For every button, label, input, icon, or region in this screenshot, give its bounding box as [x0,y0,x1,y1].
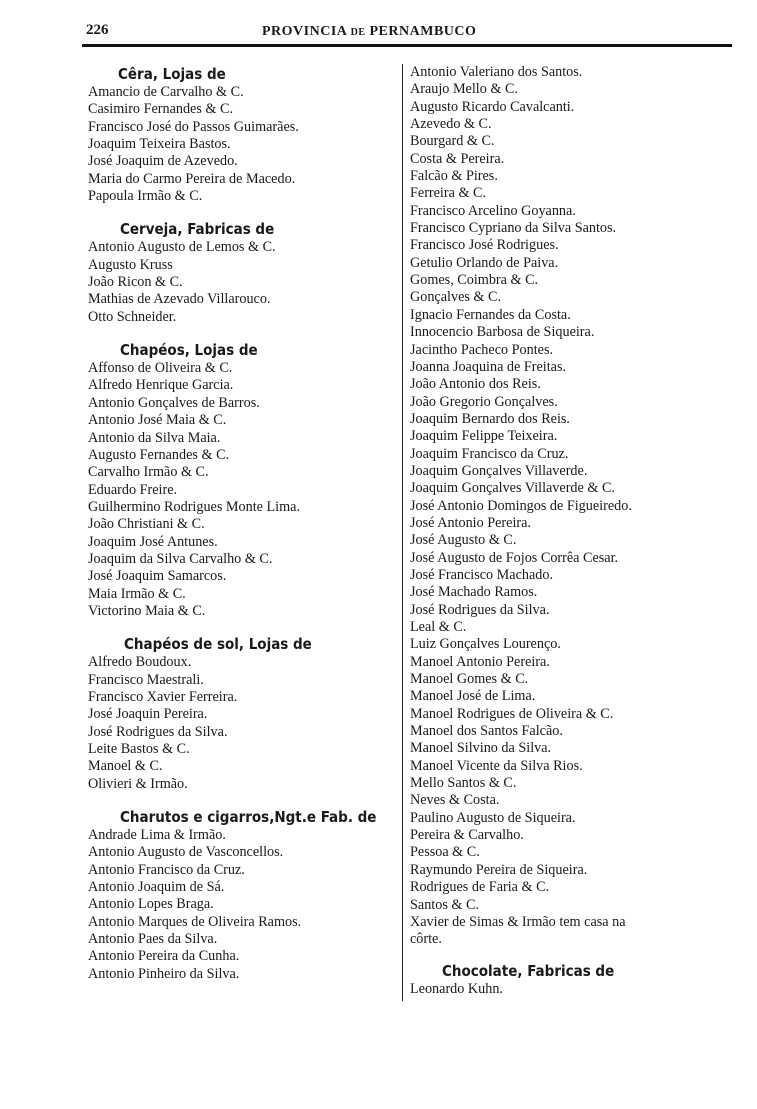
page-number: 226 [86,22,109,38]
directory-entry: Affonso de Oliveira & C. [88,360,233,377]
directory-entry: Xavier de Simas & Irmão tem casa na [410,913,626,930]
directory-entry: Antonio Francisco da Cruz. [88,861,245,878]
directory-entry: Francisco Cypriano da Silva Santos. [410,220,617,237]
directory-entry: Manoel Silvino da Silva. [410,740,552,757]
directory-entry: Francisco Arcelino Goyanna. [410,202,576,219]
directory-entry: Manoel Rodrigues de Oliveira & C. [410,705,614,722]
directory-entry: côrte. [410,931,442,948]
directory-entry: José Antonio Pereira. [410,514,531,531]
directory-entry: Alfredo Boudoux. [88,654,192,671]
section-heading: Chapéos, Lojas de [120,341,258,360]
directory-entry: José Augusto & C. [410,532,517,549]
directory-entry: Francisco José Rodrigues. [410,237,559,254]
directory-entry: José Antonio Domingos de Figueiredo. [410,497,632,514]
directory-entry: Maria do Carmo Pereira de Macedo. [88,170,296,187]
directory-entry: Araujo Mello & C. [410,81,518,98]
directory-entry: Manoel Antonio Pereira. [410,653,550,670]
directory-entry: Leal & C. [410,619,467,635]
section-heading: Charutos e cigarros,Ngt.e Fab. de [120,808,377,827]
directory-entry: Antonio Joaquim de Sá. [88,879,225,896]
directory-entry: Luiz Gonçalves Lourenço. [410,636,561,653]
directory-entry: João Christiani & C. [88,516,205,533]
directory-entry: Antonio Paes da Silva. [88,931,218,948]
running-title: PROVINCIA de PERNAMBUCO [262,24,477,39]
directory-entry: Gomes, Coimbra & C. [410,272,539,289]
directory-entry: Joaquim Teixeira Bastos. [88,136,231,153]
directory-entry: Bourgard & C. [410,133,495,150]
directory-entry: José Joaquim de Azevedo. [88,153,238,170]
directory-entry: Rodrigues de Faria & C. [410,879,550,896]
directory-entry: Eduardo Freire. [88,481,178,498]
directory-entry: Augusto Kruss [88,256,173,273]
directory-entry: Antonio Valeriano dos Santos. [410,64,583,80]
directory-entry: Maia Irmão & C. [88,585,186,602]
section [88,807,398,983]
directory-entry: Manoel dos Santos Falcão. [410,723,563,740]
directory-entry: Ignacio Fernandes da Costa. [410,306,571,323]
directory-entry: Casimiro Fernandes & C. [88,101,234,118]
directory-entry: Antonio Augusto de Lemos & C. [88,239,276,256]
directory-entry: Mello Santos & C. [410,775,517,792]
header-rule [82,44,732,47]
directory-entry: Leite Bastos & C. [88,741,190,757]
directory-entry: Ferreira & C. [410,185,487,202]
directory-entry: Joaquim Felippe Teixeira. [410,428,558,445]
directory-entry: João Gregorio Gonçalves. [410,393,558,410]
directory-entry: José Machado Ramos. [410,584,538,601]
directory-entry: Pessoa & C. [410,844,480,861]
left-column [88,64,398,997]
directory-entry: Paulino Augusto de Siqueira. [410,809,576,826]
directory-entry: Leonardo Kuhn. [410,980,503,997]
directory-entry: Augusto Fernandes & C. [88,446,230,463]
directory-entry: Antonio Pereira da Cunha. [88,948,240,965]
directory-entry: Alfredo Henrique Garcia. [88,377,234,394]
directory-entry: Manoel Vicente da Silva Rios. [410,757,583,774]
directory-entry: Victorino Maia & C. [88,602,206,619]
directory-entry: Raymundo Pereira de Siqueira. [410,861,588,878]
directory-entry: Gonçalves & C. [410,289,502,306]
directory-entry: Getulio Orlando de Paiva. [410,254,559,271]
section [88,64,398,205]
directory-entry: Joaquim José Antunes. [88,533,218,550]
directory-entry: José Joaquim Samarcos. [88,568,227,585]
section [88,634,398,793]
directory-entry: Antonio Pinheiro da Silva. [88,965,240,982]
directory-entry: Pereira & Carvalho. [410,827,524,844]
directory-entry: Mathias de Azevado Villarouco. [88,291,271,308]
directory-entry: Azevedo & C. [410,116,492,133]
directory-entry: João Ricon & C. [88,274,183,291]
directory-entry: Francisco Xavier Ferreira. [88,688,238,705]
section-heading: Cerveja, Fabricas de [120,220,275,239]
section [88,340,398,620]
directory-entry: Santos & C. [410,896,479,913]
directory-entry: Neves & Costa. [410,792,500,809]
directory-entry: Guilhermino Rodrigues Monte Lima. [88,498,300,515]
directory-entry: José Joaquin Pereira. [88,706,208,723]
directory-entry: Carvalho Irmão & C. [88,464,209,481]
directory-entry: Joanna Joaquina de Freitas. [410,358,567,375]
section-heading: Cêra, Lojas de [118,65,226,83]
directory-entry: Antonio Marques de Oliveira Ramos. [88,913,302,930]
directory-entry: Joaquim Bernardo dos Reis. [410,410,570,427]
directory-entry: Antonio da Silva Maia. [88,429,221,446]
section-heading: Chocolate, Fabricas de [442,961,615,980]
directory-entry: Costa & Pereira. [410,150,505,167]
directory-entry: Jacintho Pacheco Pontes. [410,341,554,358]
directory-entry: José Rodrigues da Silva. [88,723,228,740]
directory-entry: Manoel Gomes & C. [410,671,529,688]
directory-entry: Joaquim Gonçalves Villaverde & C. [410,480,615,497]
directory-entry: Augusto Ricardo Cavalcanti. [410,98,575,115]
directory-entry: Amancio de Carvalho & C. [88,84,244,100]
directory-entry: João Antonio dos Reis. [410,376,541,393]
section-heading: Chapéos de sol, Lojas de [124,635,312,654]
directory-entry: Andrade Lima & Irmão. [88,827,226,844]
directory-entry: Papoula Irmão & C. [88,188,203,205]
directory-entry: José Rodrigues da Silva. [410,601,550,618]
directory-entry: Antonio Augusto de Vasconcellos. [88,844,284,861]
right-column [408,64,730,998]
directory-entry: José Augusto de Fojos Corrêa Cesar. [410,549,619,566]
directory-entry: Manoel & C. [88,758,163,775]
directory-entry: Joaquim Gonçalves Villaverde. [410,462,588,479]
page-header [82,22,732,44]
directory-entry: Francisco Maestrali. [88,671,204,688]
directory-entry: José Francisco Machado. [410,566,554,583]
column-divider [402,64,403,1001]
directory-entry: Innocencio Barbosa de Siqueira. [410,324,595,341]
directory-entry: Otto Schneider. [88,308,177,325]
directory-entry: Joaquim da Silva Carvalho & C. [88,550,273,567]
directory-entry: Antonio Gonçalves de Barros. [88,394,260,411]
directory-entry: Manoel José de Lima. [410,688,536,705]
directory-entry: Antonio Lopes Braga. [88,896,214,913]
directory-entry: Joaquim Francisco da Cruz. [410,445,569,462]
directory-entry: Olivieri & Irmão. [88,775,188,792]
section [88,219,398,326]
directory-entry: Antonio José Maia & C. [88,412,227,429]
directory-entry: Francisco José do Passos Guimarães. [88,118,299,135]
directory-entry: Falcão & Pires. [410,168,498,185]
